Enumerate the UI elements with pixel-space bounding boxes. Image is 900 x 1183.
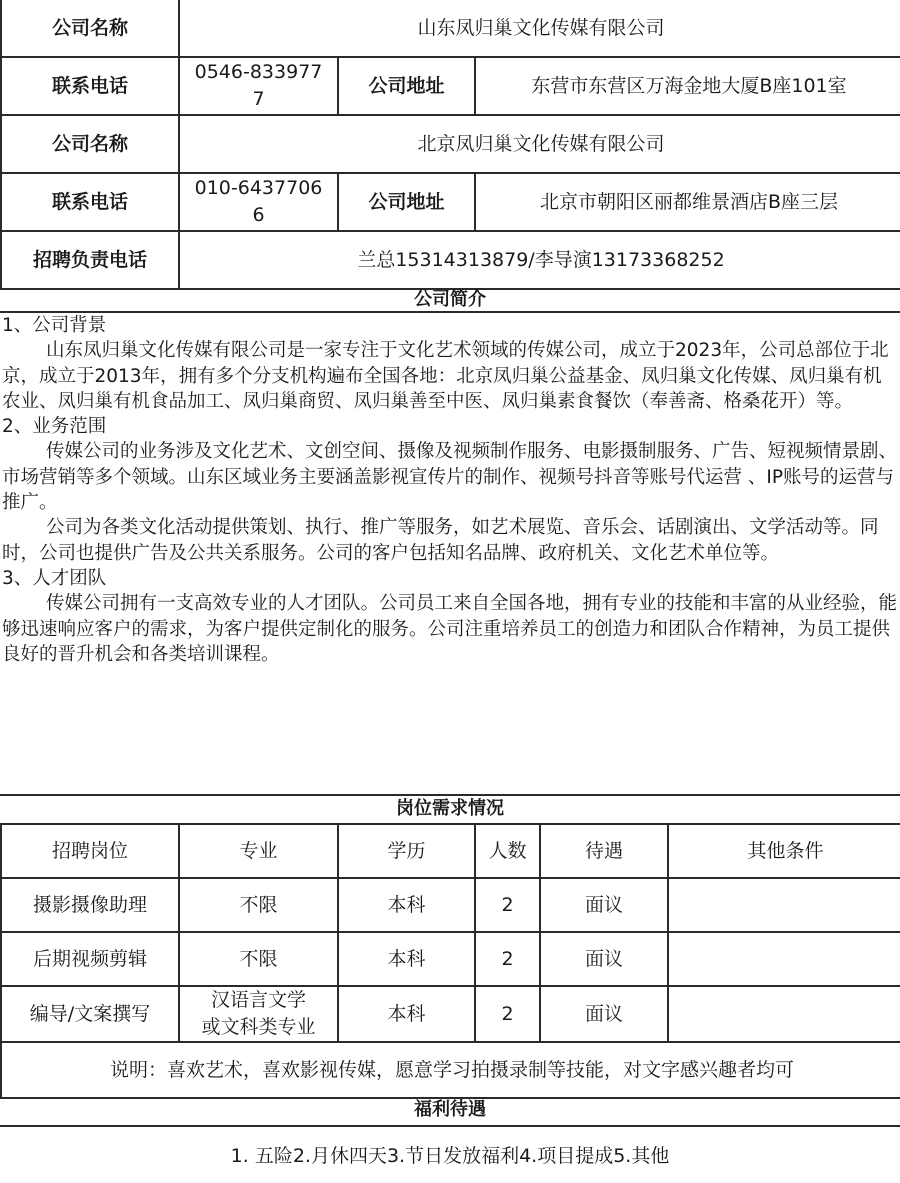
company-name-label: 公司名称 (1, 0, 179, 57)
company-intro (0, 313, 900, 667)
job-other (668, 986, 900, 1042)
job-major-line2: 或文科类专业 (201, 1016, 316, 1038)
job-education: 本科 (338, 932, 475, 986)
recruit-phone-label: 招聘负责电话 (1, 231, 179, 289)
company-info-table (0, 0, 900, 290)
company-name-value: 山东凤归巢文化传媒有限公司 (179, 0, 900, 57)
company-name-label: 公司名称 (1, 115, 179, 173)
intro-paragraph: 公司为各类文化活动提供策划、执行、推广等服务，如艺术展览、音乐会、话剧演出、文学活动等。同时，公司也提供广告及公共关系服务。公司的客户包括知名品牌、政府机关、文化艺术单位等。 (2, 517, 879, 564)
job-row (1, 932, 900, 986)
divider (0, 1125, 900, 1127)
phone-value (179, 173, 338, 231)
company-name-row (1, 0, 900, 57)
intro-heading: 1、公司背景 (2, 315, 107, 336)
phone-value-line2: 6 (252, 204, 265, 226)
job-count: 2 (475, 932, 540, 986)
job-count: 2 (475, 878, 540, 932)
phone-label: 联系电话 (1, 173, 179, 231)
phone-value (179, 57, 338, 115)
job-major: 不限 (179, 878, 338, 932)
header-position: 招聘岗位 (1, 824, 179, 878)
job-major-line1: 汉语言文学 (210, 989, 306, 1011)
intro-paragraph: 传媒公司的业务涉及文化艺术、文创空间、摄像及视频制作服务、电影摄制服务、广告、短视频情景剧、市场营销等多个领域。山东区域业务主要涵盖影视宣传片的制作、视频号抖音等账号代运营 、IP账号的运营与推广。 (2, 441, 898, 514)
contact-row (1, 173, 900, 231)
benefits-text: 1. 五险2.月休四天3.节日发放福利4.项目提成5.其他 (230, 1145, 670, 1167)
job-salary: 面议 (540, 986, 668, 1042)
header-salary: 待遇 (540, 824, 668, 878)
jobs-note-row (1, 1042, 900, 1098)
intro-paragraph: 山东凤归巢文化传媒有限公司是一家专注于文化艺术领域的传媒公司，成立于2023年，公司总部位于北京，成立于2013年，拥有多个分支机构遍布全国各地：北京凤归巢公益基金、凤归巢文化传媒、凤归巢有机农业、凤归巢有机食品加工、凤归巢商贸、凤归巢善至中医、凤归巢素食餐饮（奉善斋、格桑花开）等。 (2, 340, 889, 412)
recruit-contact-row (1, 231, 900, 289)
header-education: 学历 (338, 824, 475, 878)
job-education: 本科 (338, 878, 475, 932)
job-row (1, 878, 900, 932)
job-major (179, 986, 338, 1042)
phone-value-line1: 0546-833977 (194, 61, 323, 83)
recruit-phone-value: 兰总15314313879/李导演13173368252 (179, 231, 900, 289)
job-position: 编导/文案撰写 (1, 986, 179, 1042)
header-count: 人数 (475, 824, 540, 878)
job-other (668, 878, 900, 932)
jobs-title: 岗位需求情况 (396, 798, 504, 819)
job-salary: 面议 (540, 932, 668, 986)
header-major: 专业 (179, 824, 338, 878)
address-label: 公司地址 (338, 57, 475, 115)
address-value: 北京市朝阳区丽都维景酒店B座三层 (475, 173, 900, 231)
phone-label: 联系电话 (1, 57, 179, 115)
job-education: 本科 (338, 986, 475, 1042)
header-other: 其他条件 (668, 824, 900, 878)
phone-value-line2: 7 (252, 88, 265, 110)
job-position: 摄影摄像助理 (1, 878, 179, 932)
intro-heading: 2、业务范围 (2, 416, 107, 438)
divider (0, 794, 900, 796)
jobs-note: 说明：喜欢艺术，喜欢影视传媒，愿意学习拍摄录制等技能，对文字感兴趣者均可 (1, 1042, 900, 1098)
company-name-value: 北京凤归巢文化传媒有限公司 (179, 115, 900, 173)
intro-heading: 3、人才团队 (2, 567, 107, 589)
intro-title: 公司简介 (414, 289, 486, 310)
phone-value-line1: 010-6437706 (194, 177, 323, 199)
benefits-title: 福利待遇 (414, 1099, 486, 1120)
contact-row (1, 57, 900, 115)
jobs-table (0, 823, 900, 1099)
job-major: 不限 (179, 932, 338, 986)
job-position: 后期视频剪辑 (1, 932, 179, 986)
intro-paragraph: 传媒公司拥有一支高效专业的人才团队。公司员工来自全国各地，拥有专业的技能和丰富的从业经验，能够迅速响应客户的需求，为客户提供定制化的服务。公司注重培养员工的创造力和团队合作精神，为员工提供良好的晋升机会和各类培训课程。 (2, 593, 898, 665)
job-other (668, 932, 900, 986)
job-count: 2 (475, 986, 540, 1042)
address-label: 公司地址 (338, 173, 475, 231)
address-value: 东营市东营区万海金地大厦B座101室 (475, 57, 900, 115)
job-row (1, 986, 900, 1042)
job-salary: 面议 (540, 878, 668, 932)
jobs-header-row (1, 824, 900, 878)
company-name-row (1, 115, 900, 173)
